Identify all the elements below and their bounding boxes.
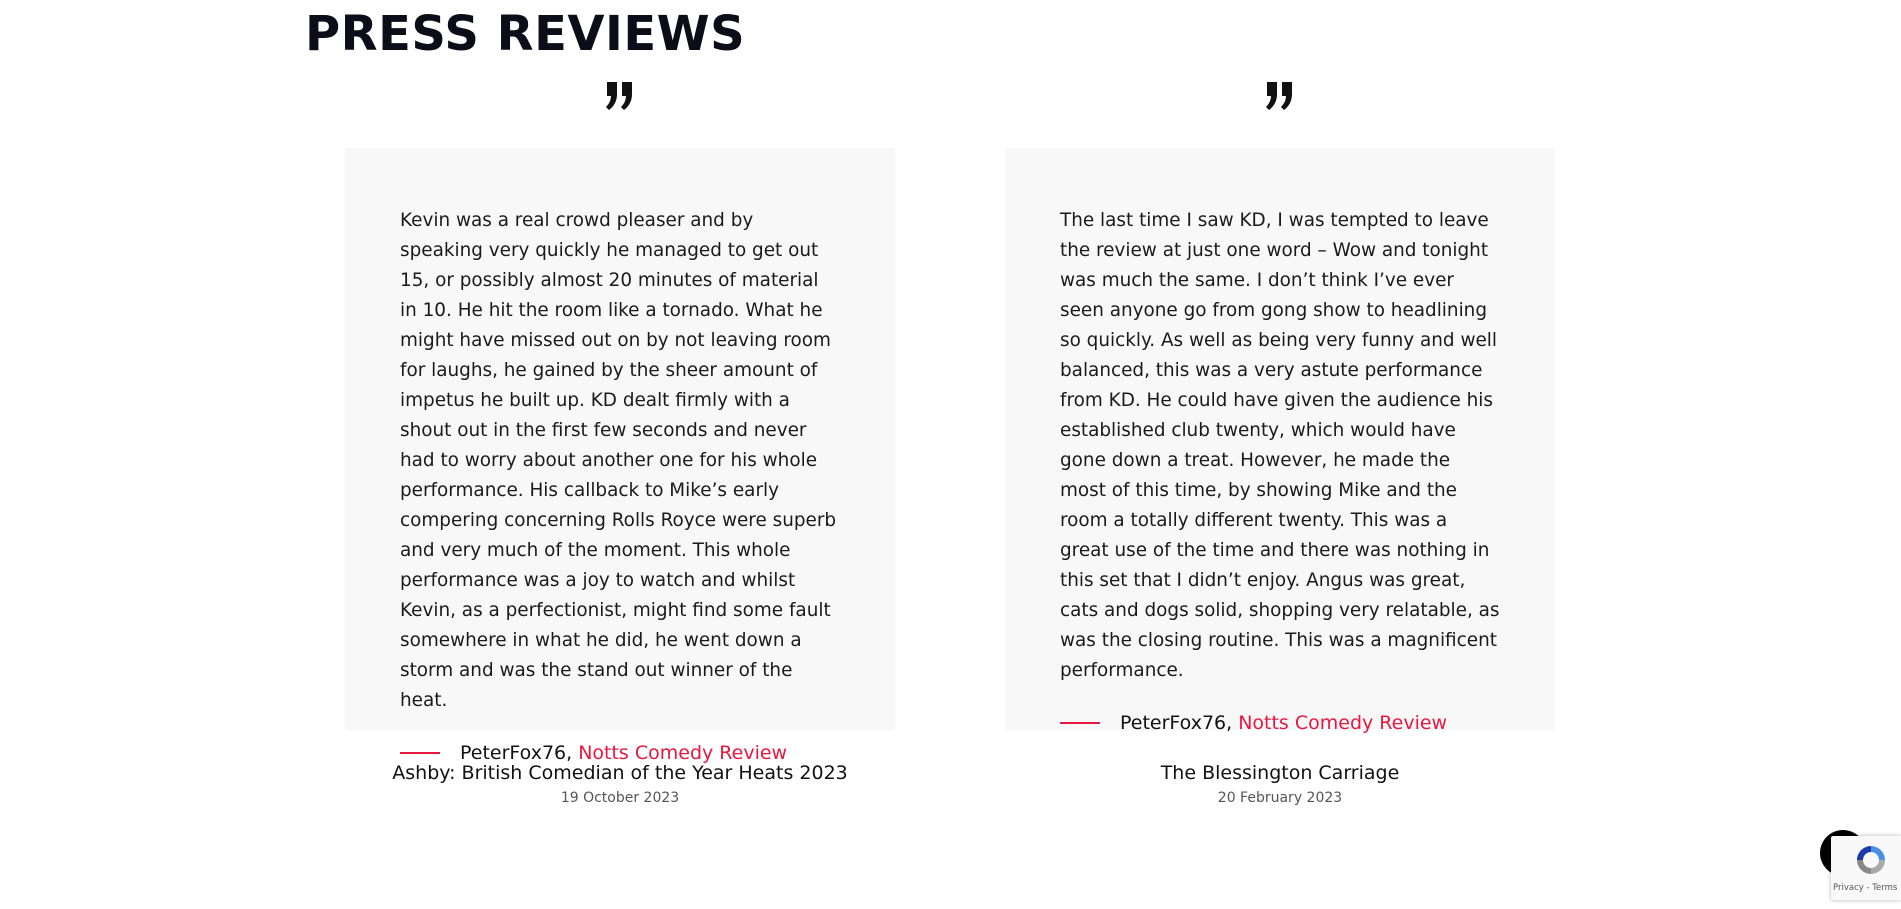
author-separator: , (566, 742, 573, 764)
section-title: PRESS REVIEWS (305, 6, 746, 62)
author-separator: , (1226, 712, 1233, 734)
author-accent-line (1060, 722, 1100, 724)
author-name: PeterFox76 (460, 742, 567, 764)
event-title: The Blessington Carriage (1160, 762, 1400, 784)
review-quote: Kevin was a real crowd pleaser and by speaking very quickly he managed to get out 15, or possibly almost 20 minutes of material in 10. He hit the room like a tornado. What he might have missed out on by not leaving room for laughs, he gained by the sheer amount of impetus he built up. KD dealt firmly with a shout out in the first few seconds and never had to worry about another one for his whole performance. His callback to Mike’s early compering concerning Rolls Royce were superb and very much of the moment. This whole performance was a joy to watch and whilst Kevin, as a perfectionist, might find some fault somewhere in what he did, he went down a storm and was the stand out winner of the heat. (400, 210, 837, 711)
author-accent-line (400, 752, 440, 754)
review-source-link[interactable]: Notts Comedy Review (1238, 712, 1448, 734)
author-name: PeterFox76 (1120, 712, 1227, 734)
review-author (400, 742, 840, 764)
review-column (345, 80, 895, 806)
quote-mark-icon (605, 80, 635, 114)
event-title: Ashby: British Comedian of the Year Heats 2023 (392, 762, 848, 784)
quote-mark-icon (1265, 80, 1295, 114)
review-quote: The last time I saw KD, I was tempted to leave the review at just one word – Wow and tonight was much the same. I don’t think I’ve ever seen anyone go from gong show to headlining so quickly. As well as being very funny and well balanced, this was a very astute performance from KD. He could have given the audience his established club twenty, which would have gone down a treat. However, he made the most of this time, by showing Mike and the room a totally different twenty. This was a great use of the time and there was nothing in this set that I didn’t enjoy. Angus was great, cats and dogs solid, shopping very relatable, as was the closing routine. This was a magnificent performance. (1060, 210, 1500, 681)
recaptcha-badge[interactable] (1831, 836, 1901, 900)
recaptcha-privacy-terms[interactable]: Privacy - Terms (1833, 883, 1898, 893)
review-card (1005, 148, 1555, 734)
review-card (345, 148, 895, 764)
recaptcha-logo-icon (1853, 842, 1889, 878)
event-date: 19 October 2023 (560, 790, 680, 806)
event-date: 20 February 2023 (1217, 790, 1343, 806)
review-column (1005, 80, 1555, 806)
review-source-link[interactable]: Notts Comedy Review (578, 742, 788, 764)
review-author (1060, 712, 1500, 734)
